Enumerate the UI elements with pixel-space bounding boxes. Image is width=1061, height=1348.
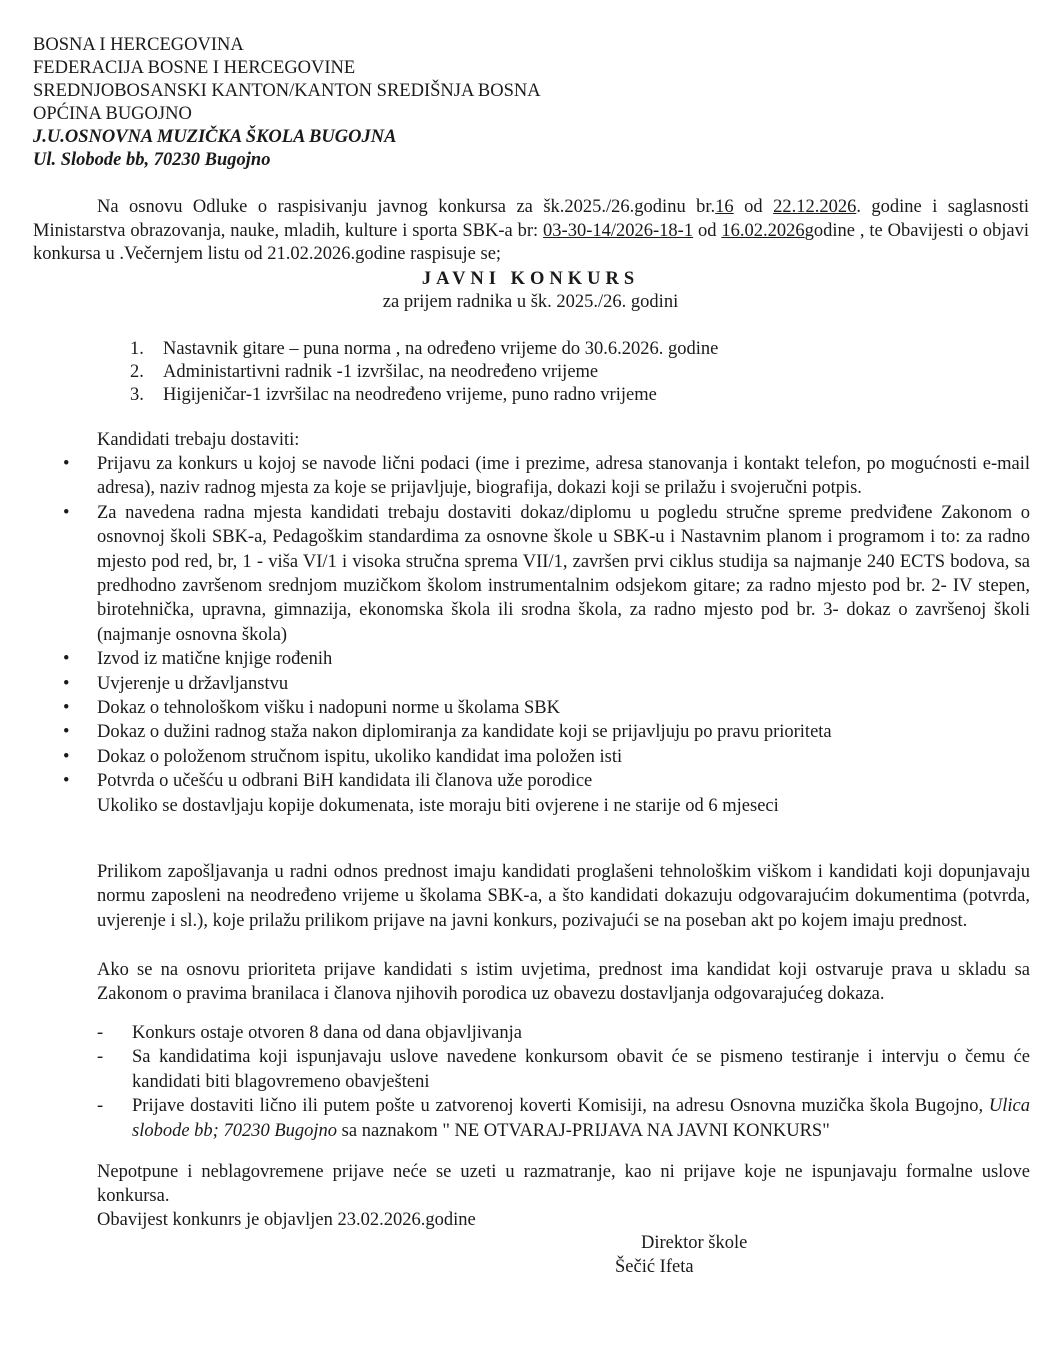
positions-list bbox=[130, 338, 718, 407]
published-note: Obavijest konkunrs je objavljen 23.02.2026.godine bbox=[97, 1210, 476, 1230]
bullet-icon: • bbox=[63, 649, 70, 670]
header-federation: FEDERACIJA BOSNE I HERCEGOVINE bbox=[33, 58, 356, 78]
consent-number: 03-30-14/2026-18-1 bbox=[543, 220, 694, 241]
position-text: Administartivni radnik -1 izvršilac, na neodređeno vrijeme bbox=[163, 362, 599, 382]
header-municipality: OPĆINA BUGOJNO bbox=[33, 104, 192, 124]
document-text: Izvod iz matične knjige rođenih bbox=[97, 649, 333, 670]
bullet-icon: • bbox=[63, 454, 70, 474]
document-item bbox=[60, 720, 1030, 744]
position-text: Nastavnik gitare – puna norma , na određeno vrijeme do 30.6.2026. godine bbox=[163, 339, 719, 359]
bullet-icon: • bbox=[63, 722, 70, 743]
document-item bbox=[60, 672, 1030, 696]
decision-number: 16 bbox=[715, 197, 734, 217]
position-text: Higijeničar-1 izvršilac na neodređeno vrijeme, puno radno vrijeme bbox=[163, 385, 657, 405]
position-number: 3. bbox=[130, 385, 144, 405]
priority-paragraph: Prilikom zapošljavanja u radni odnos prednost imaju kandidati proglašeni tehnološkim viškom i kandidati koji dopunjavaju normu zaposleni na neodređeno vrijeme u školama SBK-a, a što kandidati dokazuju odgovarajućim dokumentima (potvrda, uvjerenje i sl.), koje prilažu prilikom prijave na javni konkurs, pozivajući se na poseban akt po kojem imaju prednost. bbox=[97, 862, 1030, 931]
position-item bbox=[130, 338, 718, 361]
position-number: 2. bbox=[130, 362, 144, 382]
note-text: sa naznakom " NE OTVARAJ-PRIJAVA NA JAVNI KONKURS" bbox=[337, 1120, 830, 1141]
decision-date: 22.12.2026 bbox=[773, 197, 857, 217]
header-address: Ul. Slobode bb, 70230 Bugojno bbox=[33, 150, 271, 170]
document-item bbox=[60, 745, 1030, 769]
bullet-icon: • bbox=[63, 746, 70, 767]
document-title: JAVNI KONKURS bbox=[421, 269, 640, 289]
note-text: Sa kandidatima koji ispunjavaju uslove navedene konkursom obavit će se pismeno testiranje i intervju o čemu će kandidati biti blagovremeno obavješteni bbox=[132, 1047, 1030, 1092]
note-item bbox=[95, 1045, 1030, 1094]
bullet-icon: • bbox=[63, 673, 70, 694]
document-text: Uvjerenje u državljanstvu bbox=[97, 673, 289, 694]
intro-paragraph bbox=[33, 196, 1029, 267]
intro-text: od bbox=[693, 220, 722, 241]
header-country: BOSNA I HERCEGOVINA bbox=[33, 35, 244, 55]
submission-address: Ulica slobode bb; 70230 Bugojno bbox=[132, 1096, 1030, 1141]
document-text: Dokaz o tehnološkom višku i nadopuni norme u školama SBK bbox=[97, 698, 560, 719]
document-subtitle: za prijem radnika u šk. 2025./26. godini bbox=[382, 292, 679, 312]
document-text: Prijavu za konkurs u kojoj se navode lični podaci (ime i prezime, adresa stanovanja i kontakt telefon, po mogućnosti e-mail adresa), naziv radnog mjesta za koje se prijavljuje, biografija, dokazi koji se prilažu i svojeručni potpis. bbox=[97, 454, 1030, 499]
position-item bbox=[130, 384, 718, 407]
dash-icon: - bbox=[97, 1096, 104, 1117]
documents-note: Ukoliko se dostavljaju kopije dokumenata, iste moraju biti ovjerene i ne starije od 6 mjeseci bbox=[97, 795, 779, 816]
document-item bbox=[60, 501, 1030, 647]
consent-date: 16.02.2026 bbox=[721, 220, 805, 241]
required-documents-list bbox=[60, 452, 1030, 818]
document-header bbox=[33, 34, 541, 172]
header-institution: J.U.OSNOVNA MUZIČKA ŠKOLA BUGOJNA bbox=[33, 127, 397, 147]
signature-role: Direktor škole bbox=[641, 1233, 748, 1253]
note-item bbox=[95, 1094, 1030, 1143]
incomplete-note: Nepotpune i neblagovremene prijave neće se uzeti u razmatranje, kao ni prijave koje ne ispunjavaju formalne uslove konkursa. bbox=[97, 1162, 1030, 1207]
documents-lead: Kandidati trebaju dostaviti: bbox=[97, 430, 300, 450]
document-text: Za navedena radna mjesta kandidati trebaju dostaviti dokaz/diplomu u pogledu stručne spreme predviđene Zakonom o osnovnoj školi SBK-a, Pedagoškim standardima za osnovne škole u SBK-u i Nastavnim planom i programom i to: za radno mjesto pod red, br, 1 - viša VI/1 i visoka stručna sprema VII/1, završen prvi ciklus studija sa najmanje 240 ECTS bodova, sa predhodno završenom srednjom muzičkom školom instrumentalnim odsjekom gitare; za radno mjesto pod br. 2- IV stepen, birotehnička, upravna, gimnazija, ekonomska škola ili srodna škola, za radno mjesto pod br. 3- dokaz o završenoj školi (najmanje osnovna škola) bbox=[97, 502, 1030, 645]
bullet-icon: • bbox=[63, 698, 70, 719]
veterans-paragraph: Ako se na osnovu prioriteta prijave kandidati s istim uvjetima, prednost ima kandidat koji ostvaruje prava u skladu sa Zakonom o pravima branilaca i članova njihovih porodica uz obavezu dostavljanja odgovarajućeg dokaza. bbox=[97, 960, 1030, 1005]
document-item bbox=[60, 647, 1030, 671]
bullet-icon: • bbox=[63, 502, 70, 523]
signature-name: Šečić Ifeta bbox=[615, 1257, 694, 1277]
document-text: Potvrda o učešću u odbrani BiH kandidata ili članova uže porodice bbox=[97, 771, 593, 792]
intro-text: godine , te Obavijesti o objavi konkursa u .Večernjem listu od 21.02.2026.godine raspisuje se; bbox=[33, 220, 1029, 264]
position-number: 1. bbox=[130, 339, 144, 359]
intro-text: Na osnovu Odluke o raspisivanju javnog konkursa za šk.2025./26.godinu br. bbox=[97, 197, 716, 217]
note-item bbox=[95, 1021, 1030, 1045]
document-item bbox=[60, 696, 1030, 720]
document-item bbox=[60, 452, 1030, 501]
intro-text: od bbox=[733, 197, 774, 217]
bullet-icon: • bbox=[63, 771, 70, 792]
intro-text: . godine i saglasnosti Ministarstva obrazovanja, nauke, mladih, kulture i sporta SBK-a br: bbox=[33, 197, 1029, 241]
note-text: Konkurs ostaje otvoren 8 dana od dana objavljivanja bbox=[132, 1023, 522, 1043]
document-text: Dokaz o položenom stručnom ispitu, ukoliko kandidat ima položen isti bbox=[97, 746, 623, 767]
dash-icon: - bbox=[97, 1023, 104, 1043]
notes-list bbox=[95, 1021, 1030, 1143]
document-item bbox=[60, 769, 1030, 793]
document-text: Dokaz o dužini radnog staža nakon diplomiranja za kandidate koji se prijavljuju po pravu prioriteta bbox=[97, 722, 832, 743]
dash-icon: - bbox=[97, 1047, 104, 1068]
header-canton: SREDNJOBOSANSKI KANTON/KANTON SREDIŠNJA BOSNA bbox=[33, 81, 541, 101]
position-item bbox=[130, 361, 718, 384]
note-text: Prijave dostaviti lično ili putem pošte u zatvorenoj koverti Komisiji, na adresu Osnovna muzička škola Bugojno, bbox=[132, 1096, 989, 1117]
